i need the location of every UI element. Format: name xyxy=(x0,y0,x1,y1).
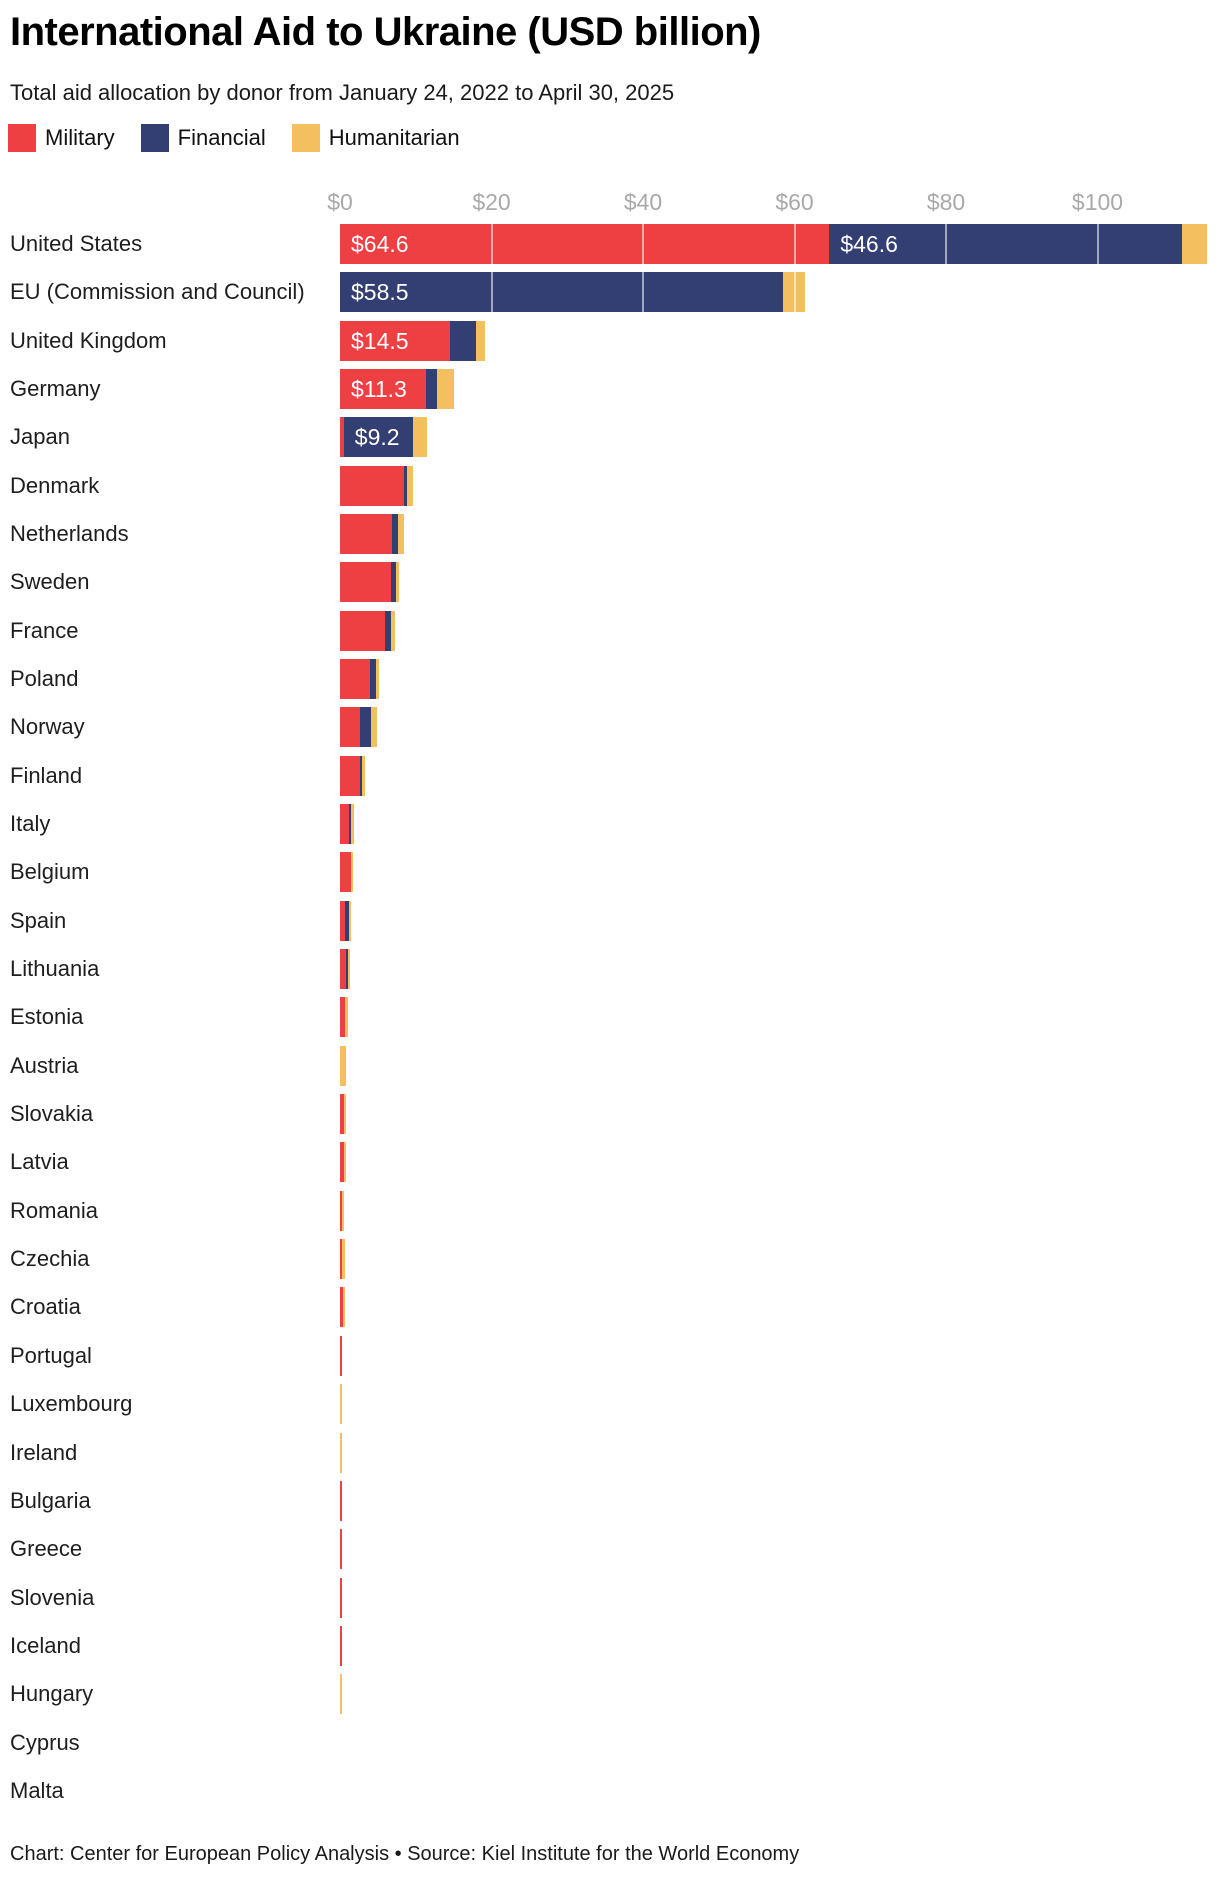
bar-value-label: $64.6 xyxy=(351,231,409,257)
legend-label-financial: Financial xyxy=(177,125,266,150)
row-label-romania: Romania xyxy=(10,1197,99,1223)
legend-item-military xyxy=(8,124,115,152)
chart-title: International Aid to Ukraine (USD billion) xyxy=(10,10,761,54)
legend-label-humanitarian: Humanitarian xyxy=(328,125,460,150)
row-label-germany: Germany xyxy=(10,376,101,402)
bar-segment-military[interactable] xyxy=(340,1481,342,1521)
bar-segment-humanitarian[interactable] xyxy=(343,1287,345,1327)
bar-row xyxy=(340,1191,344,1231)
row-label-luxembourg: Luxembourg xyxy=(10,1391,133,1417)
bar-segment-military[interactable] xyxy=(340,514,392,554)
bar-row xyxy=(340,321,485,361)
legend-item-humanitarian xyxy=(292,124,460,152)
row-label-sweden: Sweden xyxy=(10,569,90,595)
row-label-poland: Poland xyxy=(10,666,79,692)
bar-row xyxy=(340,997,348,1037)
bar-segment-military[interactable] xyxy=(340,611,385,651)
bar-segment-humanitarian[interactable] xyxy=(396,562,399,602)
bar-value-label: $46.6 xyxy=(840,231,898,257)
x-axis-tick-label: $80 xyxy=(926,189,966,215)
bar-segment-military[interactable] xyxy=(340,659,370,699)
bar-segment-humanitarian[interactable] xyxy=(1182,224,1207,264)
row-label-netherlands: Netherlands xyxy=(10,521,129,547)
bar-row xyxy=(340,659,379,699)
legend xyxy=(8,124,486,152)
bar-value-label: $11.3 xyxy=(351,376,407,403)
bar-row xyxy=(340,1336,342,1376)
bar-segment-military[interactable] xyxy=(340,1626,342,1666)
row-label-italy: Italy xyxy=(10,811,51,837)
row-label-ireland: Ireland xyxy=(10,1439,78,1465)
row-label-latvia: Latvia xyxy=(10,1149,69,1175)
row-label-slovenia: Slovenia xyxy=(10,1584,95,1610)
row-label-japan: Japan xyxy=(10,424,70,450)
row-label-bulgaria: Bulgaria xyxy=(10,1487,91,1513)
row-label-estonia: Estonia xyxy=(10,1004,84,1030)
row-label-hungary: Hungary xyxy=(10,1681,94,1707)
bar-segment-financial[interactable] xyxy=(340,272,783,312)
bar-row xyxy=(340,562,399,602)
x-axis-tick-label: $60 xyxy=(775,189,814,215)
row-label-slovakia: Slovakia xyxy=(10,1101,94,1127)
legend-item-financial xyxy=(141,124,266,152)
row-label-united-states: United States xyxy=(10,231,143,256)
chart-footer: Chart: Center for European Policy Analysis • Source: Kiel Institute for the World Economy xyxy=(10,1843,800,1865)
bar-row xyxy=(340,1142,346,1182)
bar-row xyxy=(340,1674,342,1714)
bar-segment-military[interactable] xyxy=(340,1578,342,1618)
bar-row xyxy=(340,804,354,844)
bar-segment-humanitarian[interactable] xyxy=(398,514,403,554)
bar-segment-military[interactable] xyxy=(340,321,450,361)
row-label-cyprus: Cyprus xyxy=(10,1729,80,1755)
bar-row xyxy=(340,272,805,312)
bar-value-label: $14.5 xyxy=(351,327,409,354)
bar-segment-humanitarian[interactable] xyxy=(345,997,347,1037)
row-label-france: France xyxy=(10,617,79,643)
row-label-eu-commission-and-council: EU (Commission and Council) xyxy=(10,279,305,305)
bar-segment-humanitarian[interactable] xyxy=(407,466,412,506)
bar-value-label: $58.5 xyxy=(351,279,409,306)
gridline xyxy=(945,224,947,1811)
gridline xyxy=(1097,224,1099,1811)
bar-row xyxy=(340,611,395,651)
bar-row xyxy=(340,224,1207,264)
bar-row xyxy=(340,901,351,941)
bar-segment-military[interactable] xyxy=(340,756,360,796)
bar-segment-military[interactable] xyxy=(340,804,349,844)
bar-segment-humanitarian[interactable] xyxy=(476,321,485,361)
row-label-spain: Spain xyxy=(10,907,67,933)
bar-segment-financial[interactable] xyxy=(829,224,1182,264)
financial-swatch-icon xyxy=(141,124,169,152)
bar-row xyxy=(340,949,350,989)
gridline xyxy=(642,224,644,1811)
bar-row xyxy=(340,1094,346,1134)
legend-label-military: Military xyxy=(45,125,115,150)
x-axis-tick-label: $0 xyxy=(327,189,353,215)
bar-segment-humanitarian[interactable] xyxy=(351,804,354,844)
bar-segment-military[interactable] xyxy=(340,852,351,892)
bar-segment-humanitarian[interactable] xyxy=(391,611,394,651)
bar-row xyxy=(340,1433,342,1473)
bar-segment-humanitarian[interactable] xyxy=(340,1433,342,1473)
bar-segment-humanitarian[interactable] xyxy=(437,369,454,409)
bar-row xyxy=(340,1384,342,1424)
bar-segment-military[interactable] xyxy=(340,562,391,602)
bar-row xyxy=(340,1578,342,1618)
bar-segment-humanitarian[interactable] xyxy=(349,901,351,941)
gridline xyxy=(491,224,493,1811)
row-label-greece: Greece xyxy=(10,1536,83,1562)
bar-segment-humanitarian[interactable] xyxy=(351,852,353,892)
row-label-united-kingdom: United Kingdom xyxy=(10,327,167,353)
bar-row xyxy=(340,1046,346,1086)
bar-segment-military[interactable] xyxy=(340,707,360,747)
bar-segment-military[interactable] xyxy=(340,466,404,506)
bar-row xyxy=(340,1239,345,1279)
bar-segment-financial[interactable] xyxy=(450,321,477,361)
chart-subtitle: Total aid allocation by donor from January 24, 2022 to April 30, 2025 xyxy=(10,80,675,105)
humanitarian-swatch-icon xyxy=(292,124,320,152)
bar-row xyxy=(340,1287,345,1327)
x-axis-tick-label: $40 xyxy=(623,189,663,215)
bar-value-label: $9.2 xyxy=(354,424,400,451)
row-label-czechia: Czechia xyxy=(10,1246,90,1272)
row-label-malta: Malta xyxy=(10,1777,64,1803)
x-axis-tick-label: $20 xyxy=(472,189,511,215)
row-label-croatia: Croatia xyxy=(10,1294,81,1320)
bar-row xyxy=(340,466,413,506)
military-swatch-icon xyxy=(8,124,36,152)
row-label-iceland: Iceland xyxy=(10,1632,81,1658)
bar-segment-humanitarian[interactable] xyxy=(342,1239,344,1279)
bar-row xyxy=(340,1626,342,1666)
bar-row xyxy=(340,369,454,409)
x-axis-tick-label: $100 xyxy=(1071,189,1124,215)
row-label-belgium: Belgium xyxy=(10,859,90,885)
bar-segment-humanitarian[interactable] xyxy=(371,707,377,747)
row-label-lithuania: Lithuania xyxy=(10,956,100,982)
bar-row xyxy=(340,852,353,892)
bar-row xyxy=(340,707,377,747)
bar-segment-humanitarian[interactable] xyxy=(348,949,350,989)
bar-segment-humanitarian[interactable] xyxy=(340,1674,342,1714)
bar-row xyxy=(340,1529,342,1569)
row-label-norway: Norway xyxy=(10,714,85,740)
row-label-denmark: Denmark xyxy=(10,472,100,498)
bar-row xyxy=(340,1481,342,1521)
bar-segment-financial[interactable] xyxy=(360,707,371,747)
bar-segment-military[interactable] xyxy=(340,224,829,264)
bar-segment-humanitarian[interactable] xyxy=(340,1046,346,1086)
bar-segment-humanitarian[interactable] xyxy=(344,1142,346,1182)
row-label-portugal: Portugal xyxy=(10,1342,92,1368)
bar-segment-military[interactable] xyxy=(340,369,426,409)
bar-segment-humanitarian[interactable] xyxy=(413,417,427,457)
gridline xyxy=(794,224,796,1811)
bar-row xyxy=(340,756,365,796)
bar-segment-humanitarian[interactable] xyxy=(376,659,379,699)
bar-segment-humanitarian[interactable] xyxy=(362,756,364,796)
bar-segment-humanitarian[interactable] xyxy=(340,1384,342,1424)
bar-segment-military[interactable] xyxy=(340,1529,342,1569)
bar-segment-financial[interactable] xyxy=(426,369,437,409)
row-label-finland: Finland xyxy=(10,762,83,788)
bar-segment-humanitarian[interactable] xyxy=(344,1094,346,1134)
bar-segment-humanitarian[interactable] xyxy=(342,1191,344,1231)
bar-segment-military[interactable] xyxy=(340,1336,342,1376)
row-label-austria: Austria xyxy=(10,1052,79,1078)
bar-segment-financial[interactable] xyxy=(344,417,414,457)
bar-row xyxy=(340,514,404,554)
bar-row xyxy=(340,417,427,457)
